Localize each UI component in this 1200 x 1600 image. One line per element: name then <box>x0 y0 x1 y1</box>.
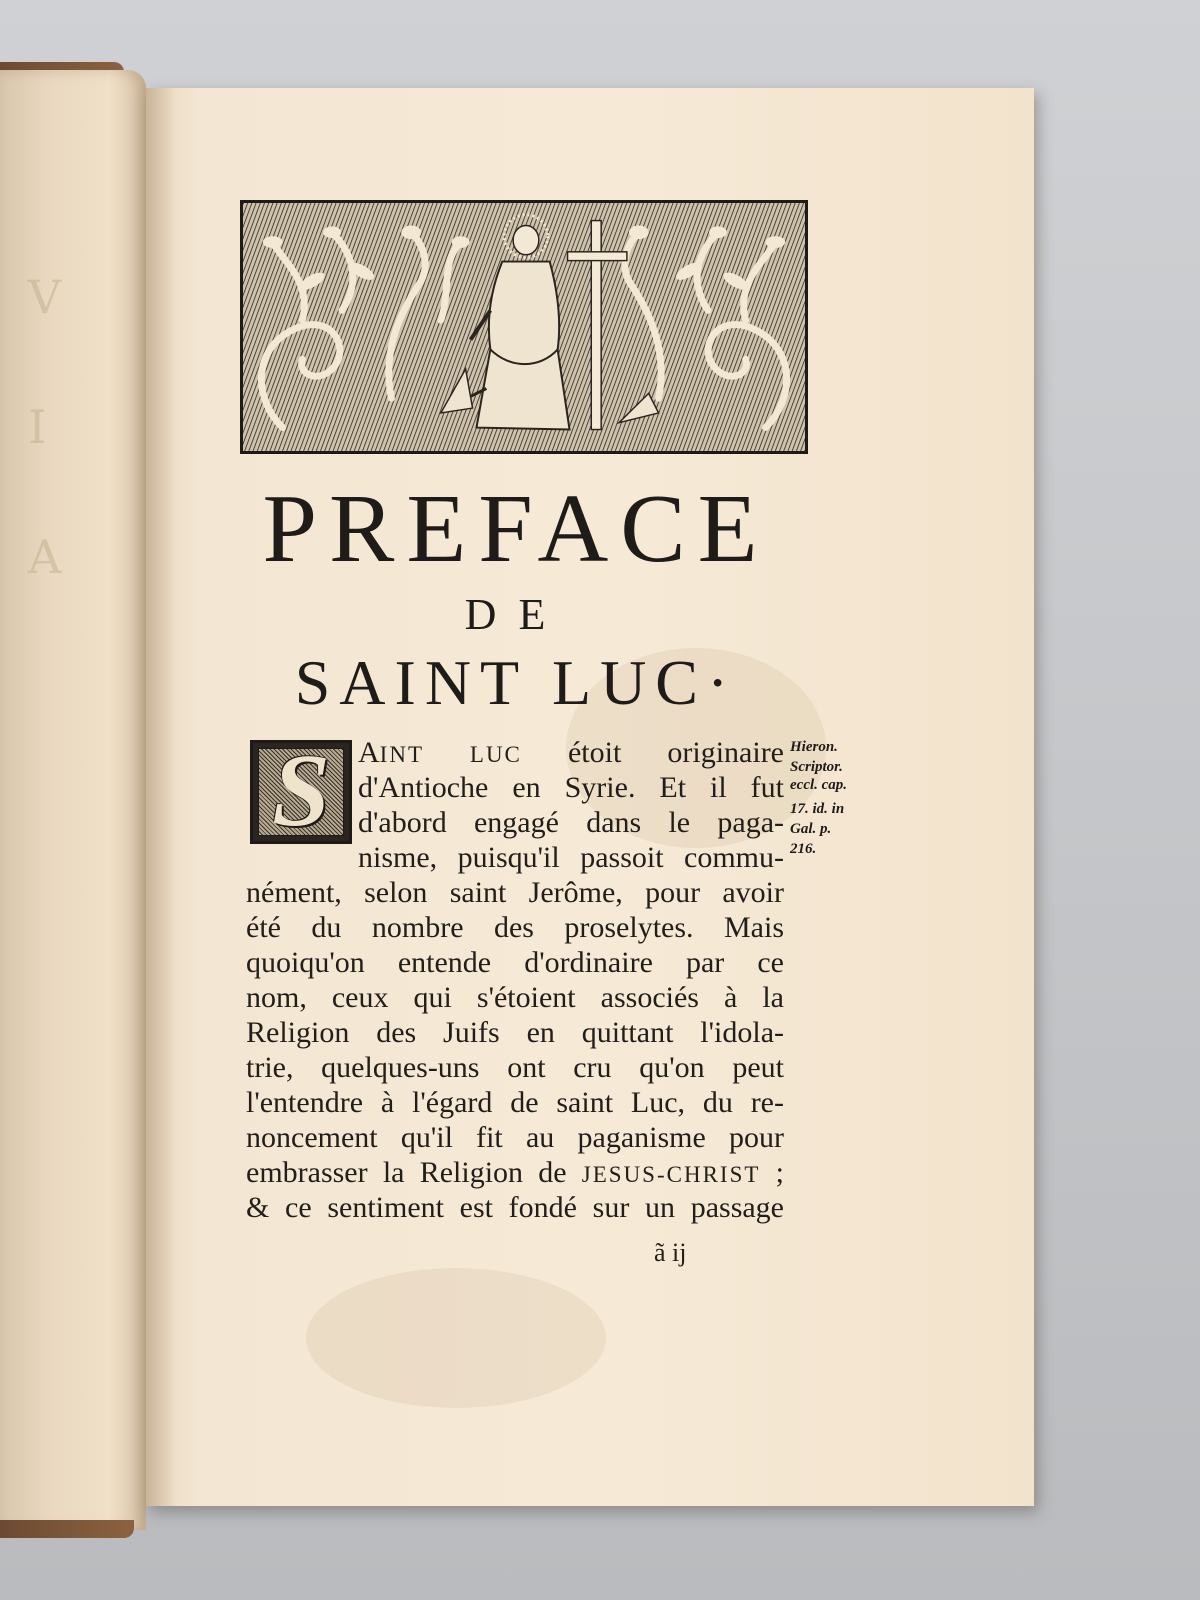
body-line-14: & ce sentiment est fondé sur un passage <box>246 1191 784 1224</box>
left-cover-bottom <box>0 1520 134 1538</box>
body-line-12: noncement qu'il fit au paganisme pour <box>246 1121 784 1154</box>
right-page <box>146 88 1034 1506</box>
drop-cap-letter: S <box>272 740 330 844</box>
title-de: DE <box>464 590 568 639</box>
margin-note-line: Hieron. <box>790 739 838 755</box>
left-page-ghost-letter: A <box>28 530 68 584</box>
left-page-ghost-letter: I <box>28 400 53 454</box>
body-line-2: d'Antioche en Syrie. Et il fut <box>358 771 784 804</box>
left-page <box>0 70 146 1530</box>
margin-note-line: Gal. p. <box>790 821 832 837</box>
margin-note-line: 17. id. in <box>790 801 845 817</box>
left-page-ghost-letter: V <box>28 270 68 324</box>
body-line-5: nément, selon saint Jerôme, pour avoir <box>246 876 784 909</box>
body-line-1 <box>358 736 784 772</box>
woodcut-saint-with-cross-icon <box>243 203 805 451</box>
body-line-9: Religion des Juifs en quittant l'idola- <box>246 1016 784 1049</box>
body-line-4: nisme, puisqu'il passoit commu- <box>358 841 784 874</box>
body-line-6: été du nombre des proselytes. Mais <box>246 911 784 944</box>
smallcaps-text: JESUS-CHRIST <box>581 1162 761 1187</box>
body-line-3: d'abord engagé dans le paga- <box>358 806 784 839</box>
body-line-13 <box>246 1156 784 1192</box>
page-title: PREFACE <box>262 475 770 583</box>
body-line-8: nom, ceux qui s'étoient associés à la <box>246 981 784 1014</box>
body-line-11: l'entendre à l'égard de saint Luc, du re- <box>246 1086 784 1119</box>
body-line-10: trie, quelques-uns ont cru qu'on peut <box>246 1051 784 1084</box>
margin-note-line: eccl. cap. <box>790 777 848 793</box>
page-spine-shadow <box>146 88 176 1506</box>
margin-note-line: Scriptor. <box>790 759 843 775</box>
body-text: embrasser la Religion de <box>246 1156 567 1189</box>
signature-mark: ã ij <box>654 1238 687 1267</box>
body-line-7: quoiqu'on entende d'ordinaire par ce <box>246 946 784 979</box>
title-saint-luc: SAINT LUC· <box>294 647 738 718</box>
body-text: étoit originaire <box>521 736 784 769</box>
margin-note-line: 216. <box>790 841 817 857</box>
smallcaps-initial: A <box>358 736 380 769</box>
body-text: ; <box>760 1156 784 1189</box>
paper-stain <box>306 1268 606 1408</box>
drop-cap <box>250 740 352 844</box>
woodcut-headpiece <box>240 200 808 454</box>
smallcaps-text: INT LUC <box>379 742 522 767</box>
